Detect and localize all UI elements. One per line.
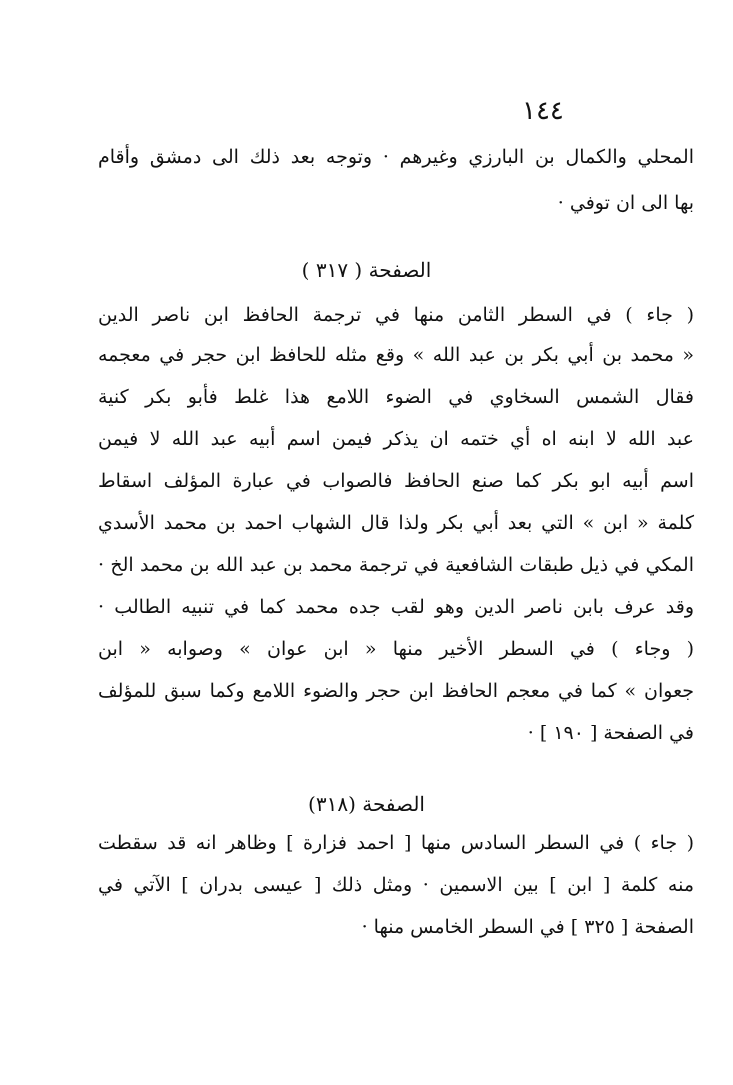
paragraph-line: الصفحة [ ٣٢٥ ] في السطر الخامس منها · [361, 916, 694, 938]
paragraph-line: « محمد بن أبي بكر بن عبد الله » وقع مثله للحافظ ابن حجر في معجمه [98, 344, 694, 366]
paragraph-line: عبد الله لا ابنه اه أي ختمه ان يذكر فيمن اسم أبيه عبد الله لا فيمن [98, 428, 694, 450]
section-heading: الصفحة (٣١٨) [308, 792, 425, 816]
paragraph-line: منه كلمة [ ابن ] بين الاسمين · ومثل ذلك [ عيسى بدران ] الآتي في [98, 874, 694, 896]
page-number: ١٤٤ [522, 96, 564, 126]
paragraph-line: في الصفحة [ ١٩٠ ] · [527, 722, 694, 744]
intro-line: بها الى ان توفي · [557, 192, 694, 214]
paragraph-line: المكي في ذيل طبقات الشافعية في ترجمة محمد بن عبد الله بن محمد الخ · [98, 554, 694, 576]
intro-line: المحلي والكمال بن البارزي وغيرهم · وتوجه بعد ذلك الى دمشق وأقام [98, 146, 694, 168]
paragraph-line: وقد عرف بابن ناصر الدين وهو لقب جده محمد كما في تنبيه الطالب · [98, 596, 694, 618]
paragraph-line: ( جاء ) في السطر الثامن منها في ترجمة الحافظ ابن ناصر الدين [98, 304, 694, 326]
paragraph-line: ( جاء ) في السطر السادس منها [ احمد فزارة ] وظاهر انه قد سقطت [98, 832, 694, 854]
paragraph-line: ( وجاء ) في السطر الأخير منها « ابن عوان » وصوابه « ابن [98, 638, 694, 660]
paragraph-line: جعوان » كما في معجم الحافظ ابن حجر والضوء اللامع وكما سبق للمؤلف [98, 680, 694, 702]
paragraph-line: فقال الشمس السخاوي في الضوء اللامع هذا غلط فأبو بكر كنية [98, 386, 694, 408]
paragraph-line: كلمة « ابن » التي بعد أبي بكر ولذا قال الشهاب احمد بن محمد الأسدي [98, 512, 694, 534]
paragraph-line: اسم أبيه ابو بكر كما صنع الحافظ فالصواب في عبارة المؤلف اسقاط [98, 470, 694, 492]
section-heading: الصفحة ( ٣١٧ ) [301, 258, 432, 282]
